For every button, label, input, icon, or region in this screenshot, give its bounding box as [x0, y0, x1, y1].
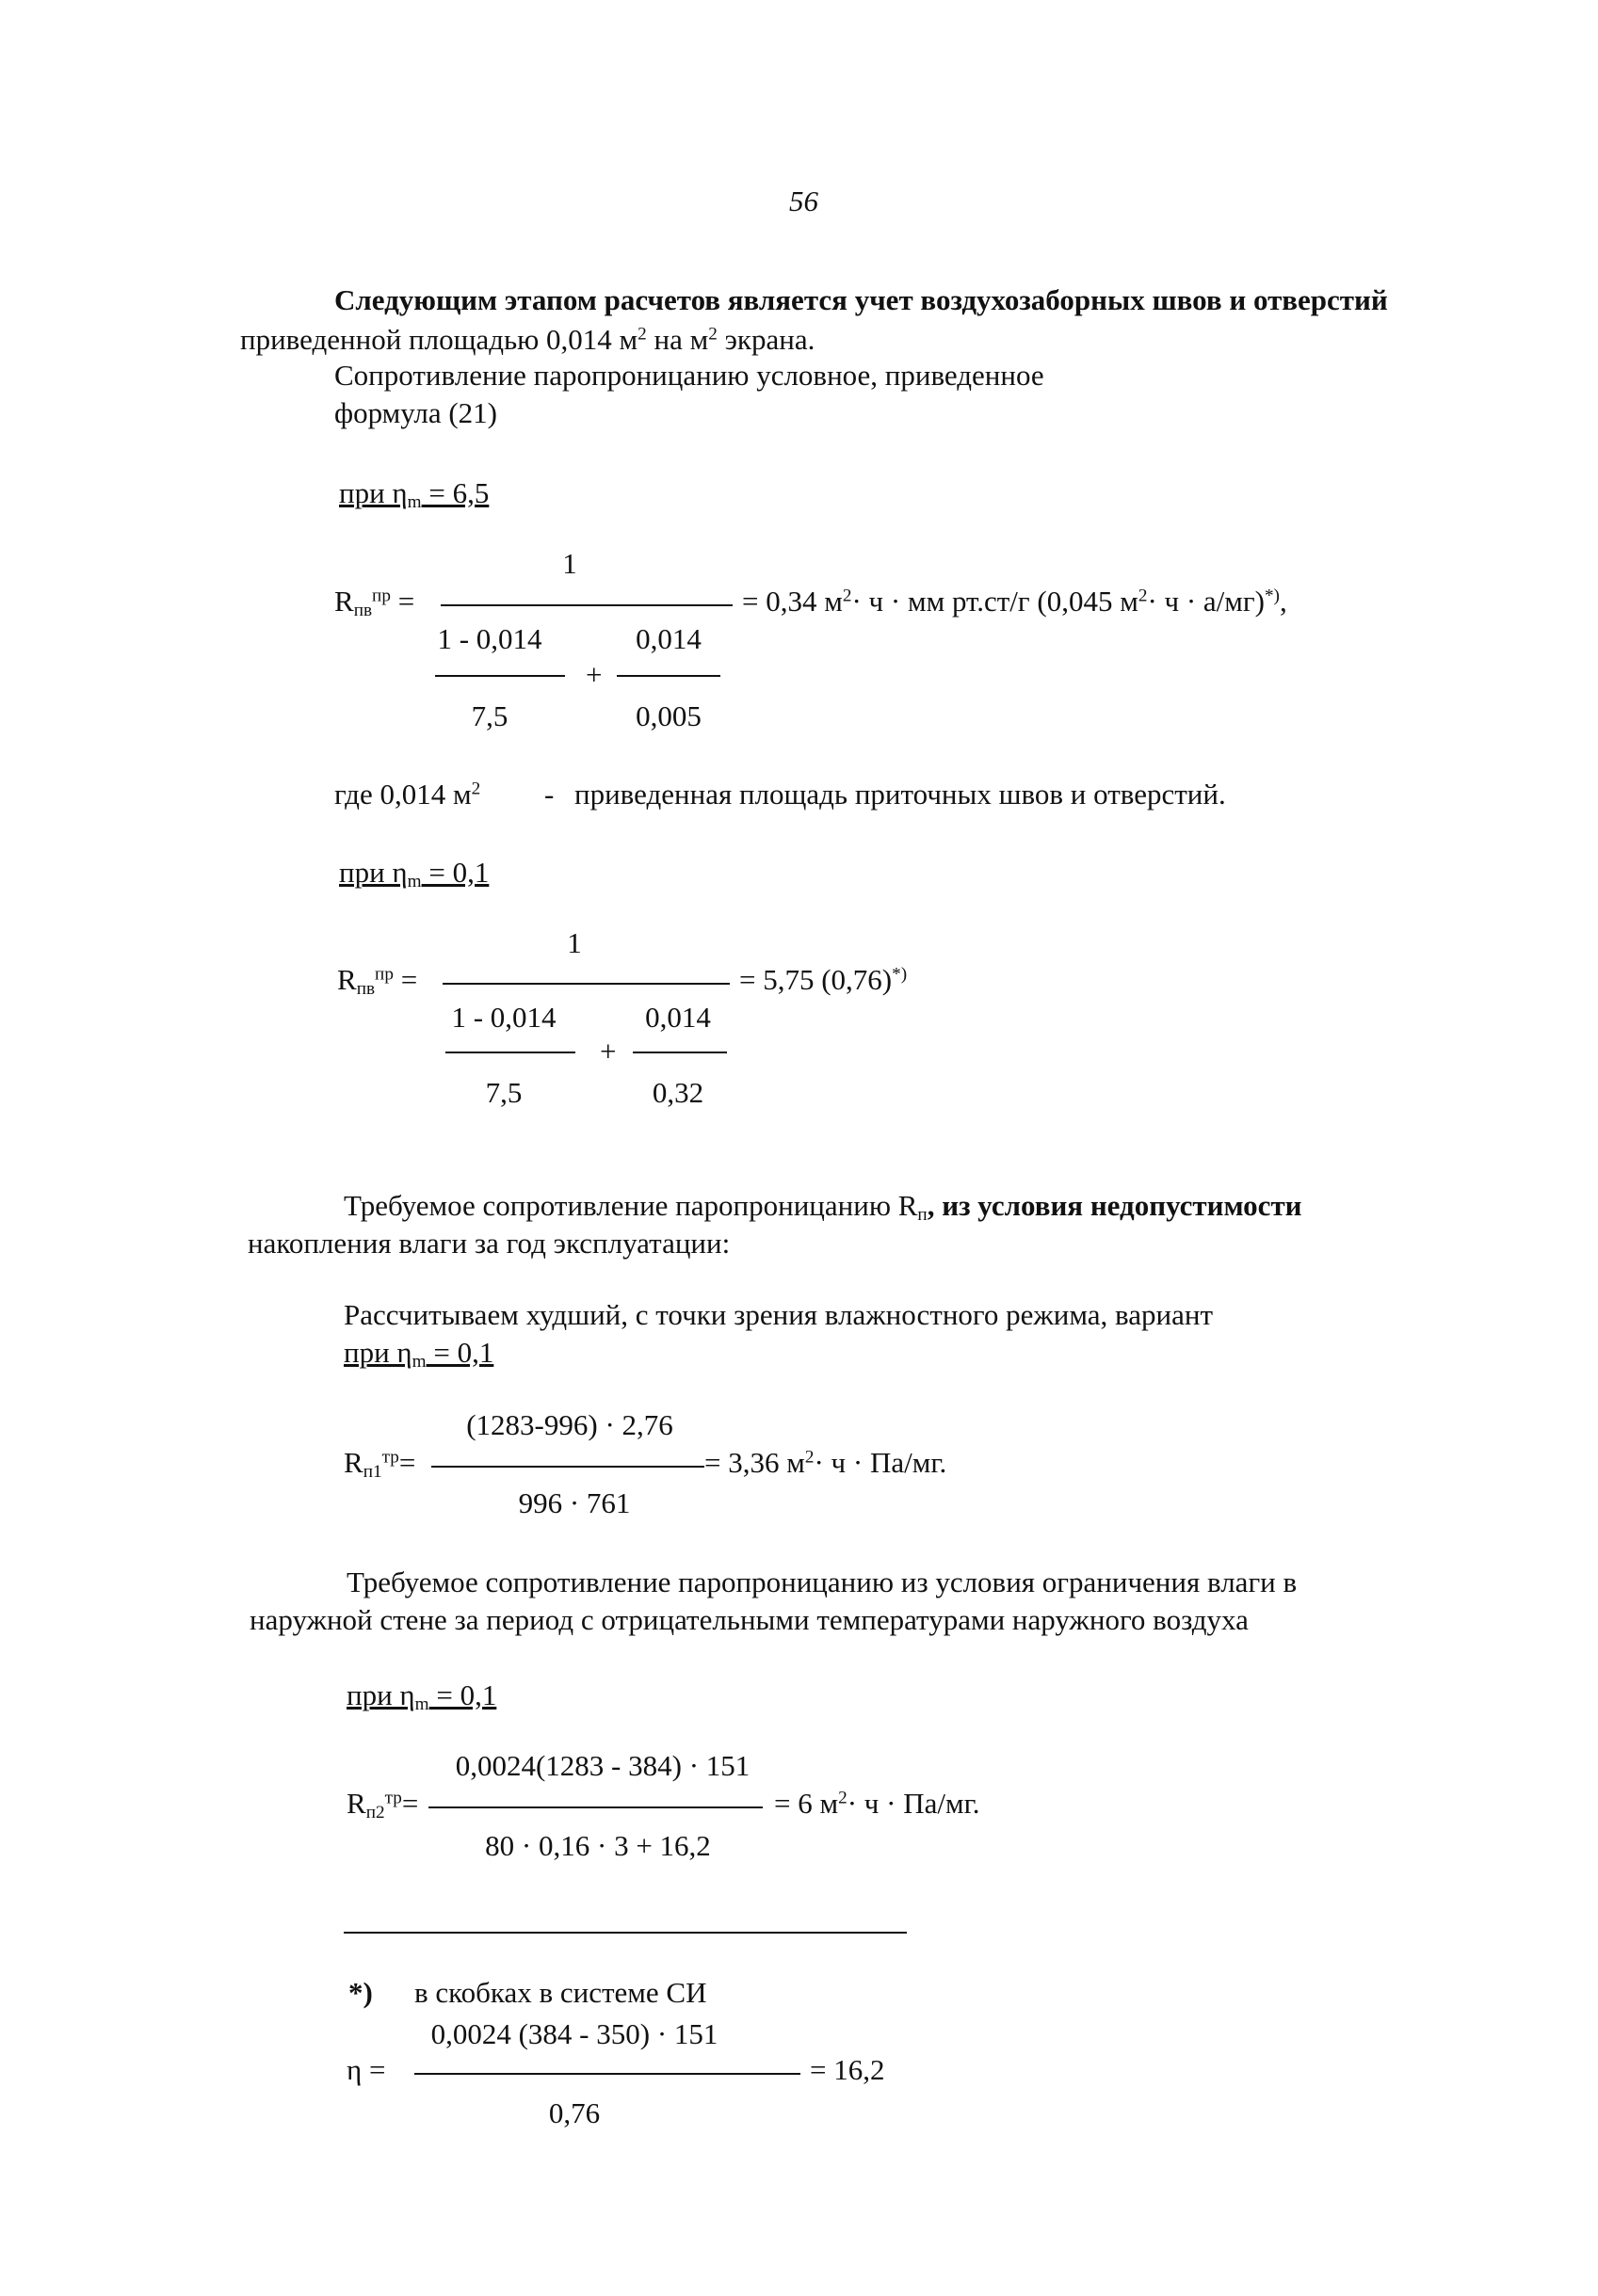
formula4-lhs-sup: тр [384, 1788, 402, 1808]
formula4-lhs [347, 1786, 418, 1821]
formula2-plus: + [600, 1035, 617, 1068]
formula2-main-fraction-line [443, 983, 730, 985]
formula1-result-pre: = 0,34 м [742, 585, 843, 618]
formula2-lhs-sub: пв [356, 978, 376, 999]
where-note-sup: 2 [471, 779, 481, 799]
intro-line-4: формула (21) [334, 396, 497, 429]
formula1-result-mid: · ч · мм рт.ст/г (0,045 м [851, 585, 1138, 618]
footnote-result: = 16,2 [810, 2053, 885, 2086]
case2-condition-text: при η [339, 856, 408, 889]
formula1-frac-b-den: 0,005 [636, 699, 702, 732]
intro-line-2 [240, 322, 815, 357]
formula4-denominator: 80 · 0,16 · 3 + 16,2 [485, 1829, 711, 1862]
case1-condition-text: при η [339, 476, 408, 509]
formula2-frac-b-line [633, 1052, 727, 1053]
where-note-pre: где 0,014 м [334, 778, 472, 811]
formula2-frac-a-den: 7,5 [485, 1076, 523, 1109]
formula3-numerator: (1283-996) · 2,76 [466, 1408, 673, 1441]
case4-condition-sub: m [414, 1694, 429, 1714]
formula2-result-text: = 5,75 (0,76) [739, 963, 893, 996]
formula2-frac-b-den: 0,32 [652, 1076, 704, 1109]
formula1-lhs-main: R [334, 585, 354, 618]
case1-condition-sub: m [407, 491, 422, 512]
formula3-eq: = [398, 1446, 416, 1479]
formula1-plus: + [586, 658, 603, 691]
formula3-lhs-sub: п1 [363, 1461, 382, 1482]
where-note-text: приведенная площадь приточных швов и отверстий. [574, 778, 1226, 811]
formula3-lhs-main: R [344, 1446, 363, 1479]
case2-condition-value: = 0,1 [421, 856, 490, 889]
formula2-frac-b-num: 0,014 [645, 1001, 711, 1034]
formula1-frac-b-line [617, 675, 720, 677]
formula4-result-sup: 2 [838, 1788, 847, 1808]
formula1-result-sup2: 2 [1138, 586, 1148, 606]
case1-condition-value: = 6,5 [421, 476, 490, 509]
footnote-fraction-line [414, 2073, 800, 2075]
worst-case-condition-sub: m [412, 1351, 427, 1372]
page-number: 56 [789, 185, 818, 217]
required1-line-1 [344, 1188, 1302, 1223]
formula4-eq: = [401, 1787, 419, 1820]
case4-condition [347, 1678, 496, 1712]
formula3-lhs-sup: тр [381, 1447, 399, 1468]
formula2-frac-a-num: 1 - 0,014 [451, 1001, 557, 1034]
case2-condition-sub: m [407, 871, 422, 891]
intro-line-2-post: экрана. [717, 323, 815, 356]
formula3-result [704, 1445, 946, 1480]
intro-line-3: Сопротивление паропроницанию условное, приведенное [334, 359, 1044, 392]
formula4-fraction-line [428, 1806, 763, 1808]
case4-condition-value: = 0,1 [428, 1678, 497, 1711]
formula4-lhs-main: R [347, 1787, 366, 1820]
formula3-fraction-line [431, 1466, 704, 1468]
case2-condition [339, 855, 489, 890]
formula2-lhs-main: R [337, 963, 357, 996]
formula1-frac-a-num: 1 - 0,014 [437, 622, 542, 655]
intro-line-1: Следующим этапом расчетов является учет воздухозаборных швов и отверстий [334, 283, 1388, 316]
formula4-result-pre: = 6 м [774, 1787, 839, 1820]
intro-line-2-sup2: 2 [708, 324, 718, 345]
formula2-lhs [337, 962, 417, 997]
formula3-result-post: · ч · Па/мг. [814, 1446, 947, 1479]
where-note [334, 777, 480, 811]
formula3-lhs [344, 1445, 415, 1480]
formula1-frac-b-num: 0,014 [636, 622, 702, 655]
formula2-result-sup: *) [892, 964, 908, 985]
formula1-result-end: , [1279, 585, 1287, 618]
footnote-numerator: 0,0024 (384 - 350) · 151 [430, 2017, 718, 2050]
formula1-result [742, 584, 1287, 618]
footnote-text: в скобках в системе СИ [414, 1976, 707, 2009]
formula1-result-sup1: 2 [842, 586, 852, 606]
formula1-lhs-sub: пв [353, 600, 373, 620]
required1-line-1-sub: п [917, 1204, 928, 1225]
case1-condition [339, 475, 489, 510]
intro-line-2-sup: 2 [638, 324, 647, 345]
formula1-main-fraction-line [441, 604, 733, 606]
formula4-numerator: 0,0024(1283 - 384) · 151 [455, 1749, 751, 1782]
formula1-result-sup3: *) [1264, 586, 1280, 606]
footnote-marker: *) [348, 1976, 373, 2009]
formula2-lhs-sup: пр [375, 964, 394, 985]
intro-line-2-mid: на м [646, 323, 709, 356]
worst-case-condition-value: = 0,1 [426, 1336, 494, 1369]
formula1-result-post: · ч · а/мг) [1147, 585, 1265, 618]
formula1-lhs-sup: пр [372, 586, 391, 606]
required2-line-1: Требуемое сопротивление паропроницанию из условия ограничения влаги в [347, 1565, 1298, 1598]
case4-condition-text: при η [347, 1678, 415, 1711]
required1-line-1-pre: Требуемое сопротивление паропроницанию R [344, 1189, 918, 1222]
formula1-frac-a-line [435, 675, 565, 677]
formula3-result-sup: 2 [804, 1447, 815, 1468]
required2-line-2: наружной стене за период с отрицательными температурами наружного воздуха [250, 1603, 1249, 1636]
formula2-numerator: 1 [567, 926, 582, 959]
formula2-result [739, 962, 907, 997]
worst-case-line: Рассчитываем худший, с точки зрения влажностного режима, вариант [344, 1298, 1214, 1331]
where-note-dash: - [544, 778, 555, 811]
footnote-separator [344, 1932, 907, 1934]
formula4-result [774, 1786, 980, 1821]
footnote-lhs: η = [347, 2053, 386, 2086]
formula2-frac-a-line [445, 1052, 575, 1053]
worst-case-condition-text: при η [344, 1336, 412, 1369]
formula1-lhs [334, 584, 414, 618]
formula1-frac-a-den: 7,5 [471, 699, 508, 732]
formula1-numerator: 1 [562, 547, 577, 580]
required1-line-1-post: , из условия недопустимости [927, 1189, 1302, 1222]
formula3-result-pre: = 3,36 м [704, 1446, 805, 1479]
formula4-result-post: · ч · Па/мг. [847, 1787, 980, 1820]
formula1-eq: = [397, 585, 415, 618]
formula4-lhs-sub: п2 [365, 1802, 385, 1822]
required1-line-2: накопления влаги за год эксплуатации: [248, 1227, 731, 1260]
intro-line-2-pre: приведенной площадью 0,014 м [240, 323, 638, 356]
formula2-eq: = [400, 963, 418, 996]
worst-case-condition [344, 1335, 493, 1370]
formula3-denominator: 996 · 761 [518, 1486, 631, 1519]
footnote-denominator: 0,76 [548, 2096, 601, 2129]
